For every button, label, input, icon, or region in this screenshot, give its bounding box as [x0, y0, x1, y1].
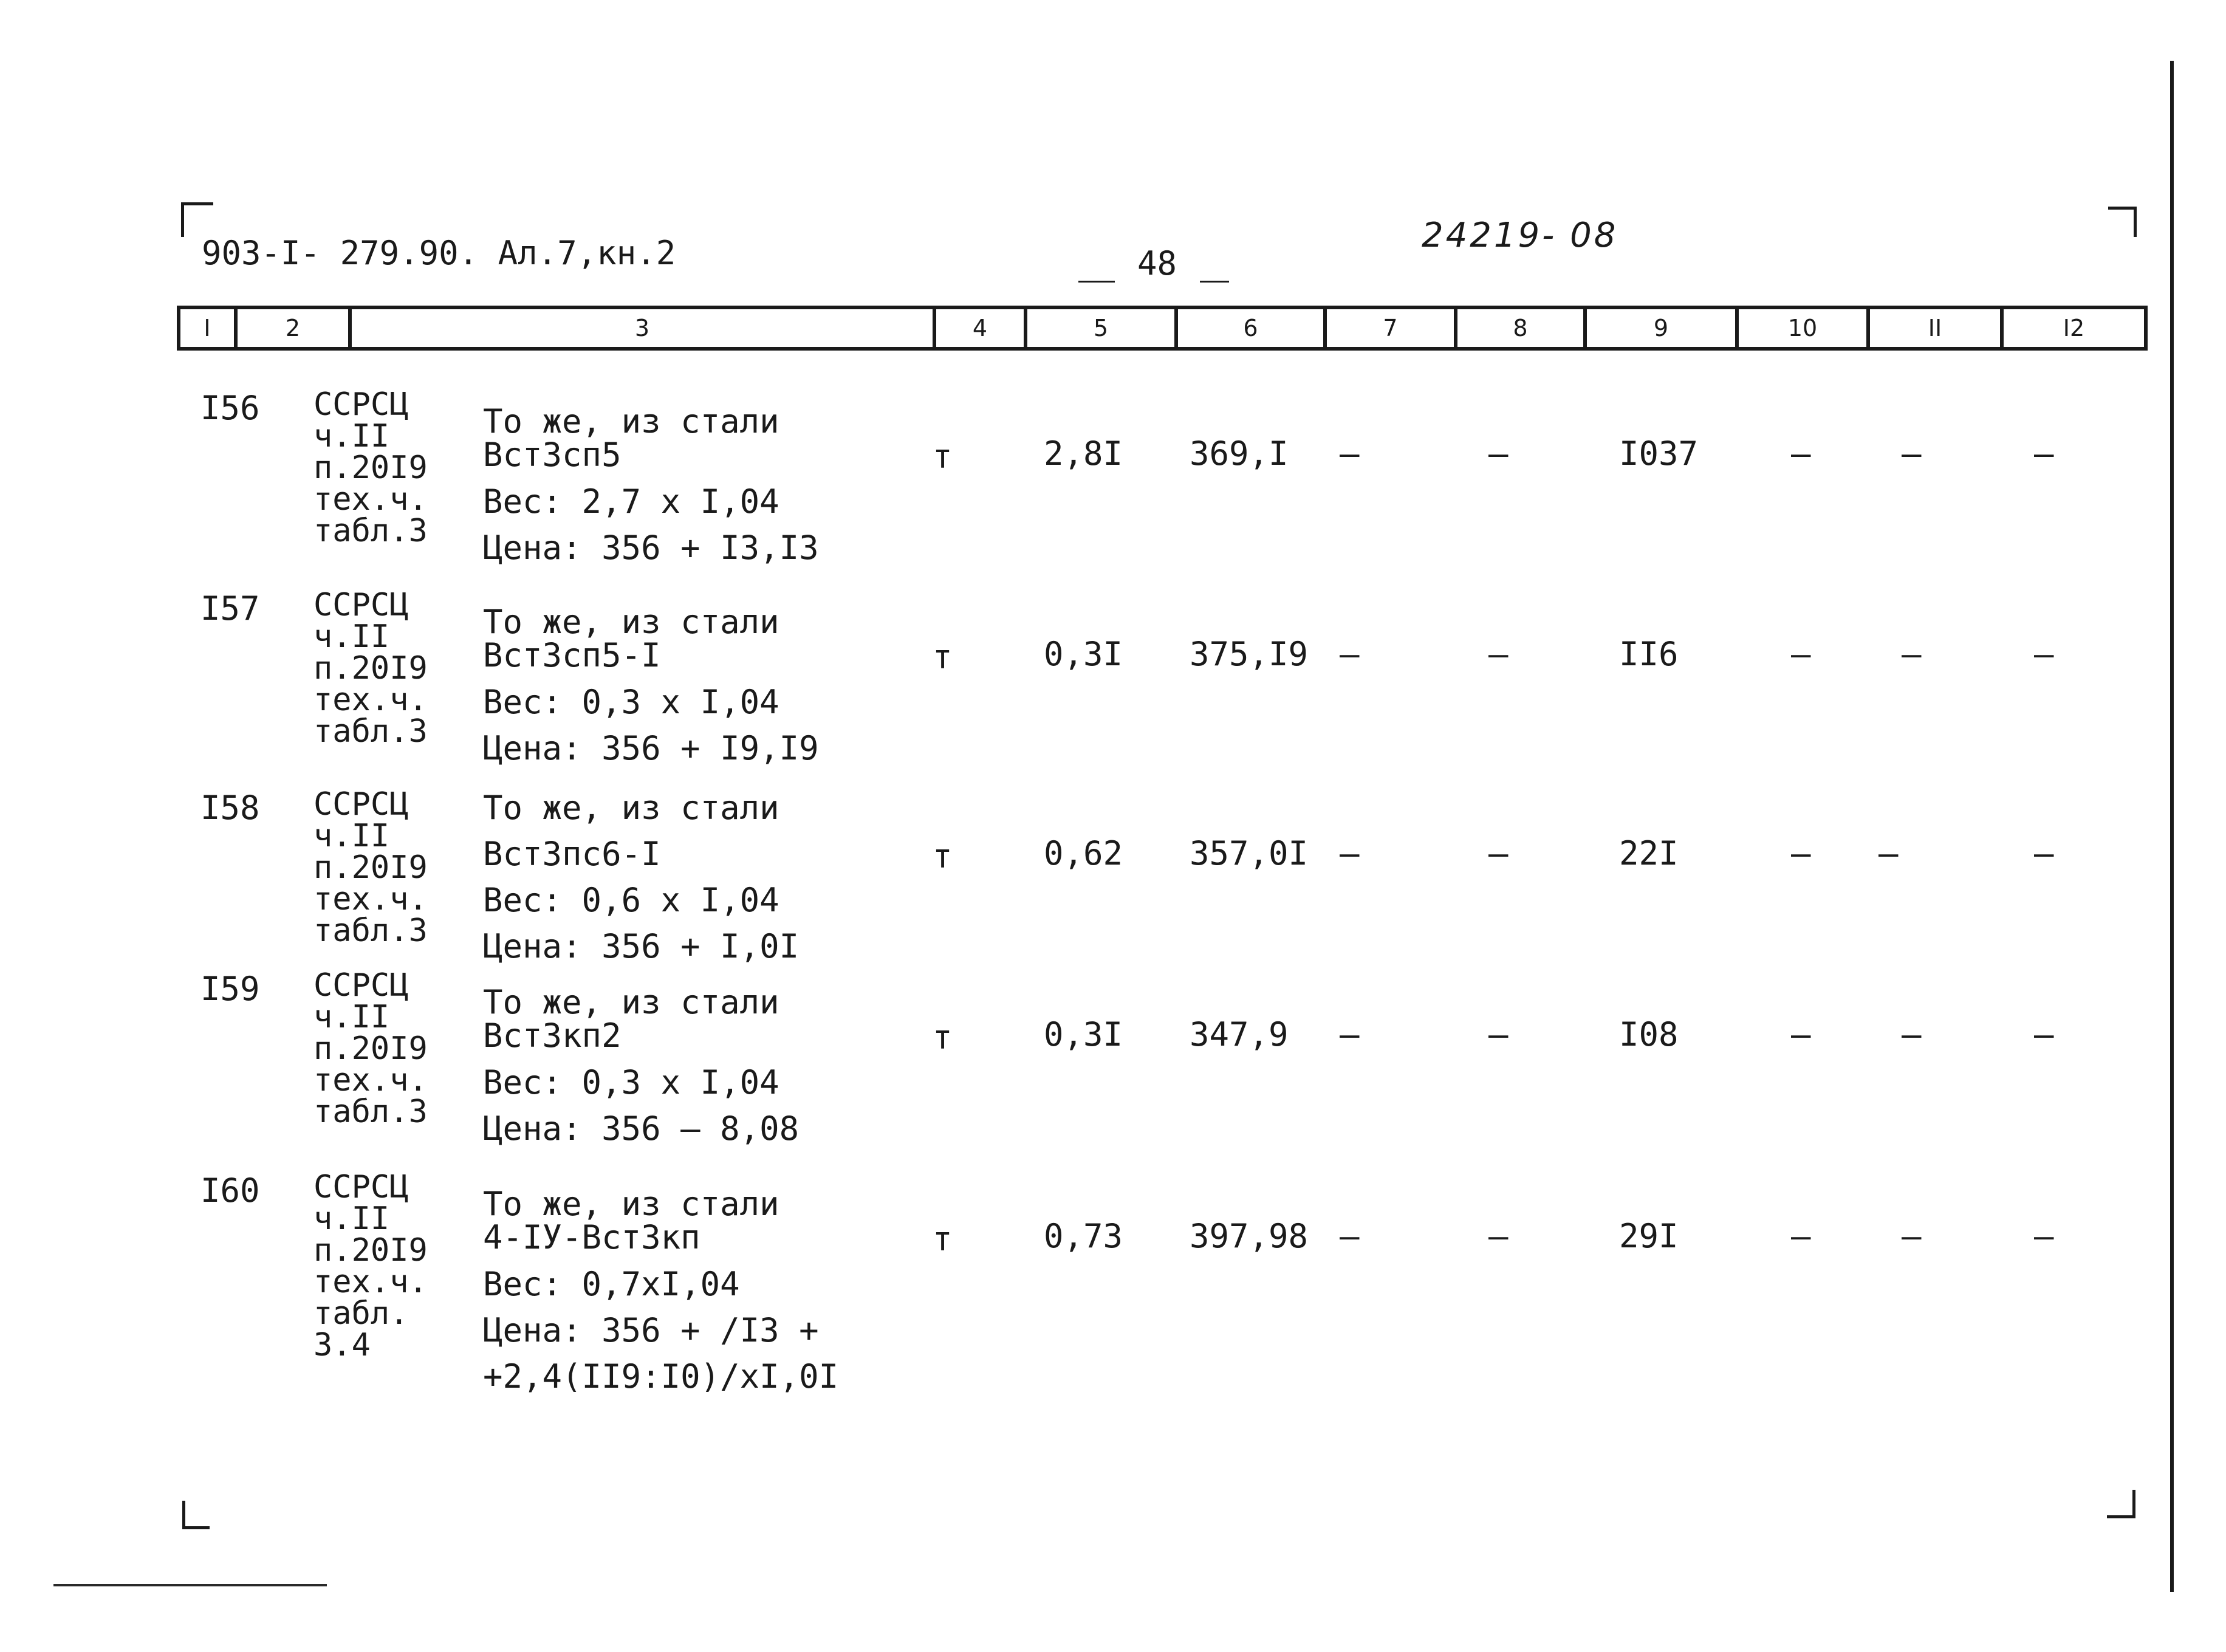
page-number-dash-right [1200, 281, 1229, 283]
col12-cell: – [2034, 1217, 2054, 1255]
row-number: I56 [200, 389, 260, 427]
col8-cell: – [1488, 434, 1509, 473]
scan-line [53, 1584, 327, 1586]
unit-cell: т [933, 837, 953, 876]
col8-cell: – [1488, 1015, 1509, 1054]
source-line: ч.II [313, 818, 390, 854]
row-number: I60 [200, 1171, 260, 1210]
description-line: Цена: 356 + /I3 + [483, 1311, 819, 1349]
description-line: Цена: 356 + I9,I9 [483, 729, 819, 767]
column-header: 3 [350, 307, 934, 349]
col10-cell: – [1791, 434, 1811, 473]
description-line: То же, из стали [483, 1185, 779, 1223]
source-line: п.20I9 [313, 1030, 428, 1067]
col11-cell: – [1902, 1217, 1922, 1255]
description-line: То же, из стали [483, 603, 779, 641]
col7-cell: – [1340, 834, 1360, 872]
source-line: тех.ч. [313, 682, 428, 718]
source-reference [313, 386, 428, 549]
source-line: ч.II [313, 1201, 390, 1237]
col8-cell: – [1488, 635, 1509, 673]
col8-cell: – [1488, 834, 1509, 872]
col9-cell: 29I [1619, 1217, 1679, 1255]
source-reference [313, 1171, 428, 1361]
col10-cell: – [1791, 1217, 1811, 1255]
col9-cell: I037 [1619, 434, 1699, 473]
description-line: Цена: 356 + I,0I [483, 927, 800, 965]
item-description [483, 789, 799, 973]
corner-mark-top-right [2108, 207, 2137, 237]
source-line: тех.ч. [313, 1264, 428, 1300]
handwritten-code: 24219- 08 [1422, 216, 1618, 255]
corner-mark-bottom-left [182, 1501, 210, 1529]
description-line: То же, из стали [483, 789, 779, 827]
col11-cell: – [1878, 834, 1899, 872]
source-line: ч.II [313, 418, 390, 454]
description-line: Вес: 2,7 х I,04 [483, 482, 779, 521]
description-line: То же, из стали [483, 402, 779, 440]
table-row [0, 967, 2187, 1164]
source-line: п.20I9 [313, 450, 428, 486]
quantity-cell: 0,3I [1044, 1015, 1123, 1054]
column-header: 8 [1456, 307, 1585, 349]
source-line: п.20I9 [313, 1232, 428, 1269]
column-header: II [1868, 307, 2002, 349]
corner-mark-bottom-right [2107, 1490, 2135, 1518]
source-line: тех.ч. [313, 481, 428, 518]
table-row [0, 1171, 2187, 1427]
column-header-table [177, 306, 2148, 351]
source-line: ССРСЦ [313, 587, 409, 623]
source-line: тех.ч. [313, 881, 428, 917]
description-line: Вес: 0,3 х I,04 [483, 1063, 779, 1102]
unit-cell: т [933, 437, 953, 476]
item-description [483, 983, 799, 1156]
quantity-cell: 0,62 [1044, 834, 1123, 872]
col7-cell: – [1340, 434, 1360, 473]
column-header: 10 [1737, 307, 1868, 349]
column-header: 9 [1585, 307, 1737, 349]
description-line: 4-IУ-ВстЗкп [483, 1218, 700, 1256]
description-line: Вес: 0,3 х I,04 [483, 683, 779, 721]
source-line: табл.3 [313, 913, 428, 949]
col12-cell: – [2034, 1015, 2054, 1054]
table-row [0, 786, 2187, 983]
description-line: Вес: 0,7хI,04 [483, 1265, 740, 1303]
page-number-dash-left [1078, 281, 1115, 283]
source-line: тех.ч. [313, 1062, 428, 1098]
source-line: п.20I9 [313, 650, 428, 687]
col11-cell: – [1902, 1015, 1922, 1054]
description-line: ВстЗсп5-I [483, 636, 661, 674]
column-header: I2 [2002, 307, 2146, 349]
description-line: ВстЗсп5 [483, 436, 622, 474]
source-line: п.20I9 [313, 849, 428, 886]
source-line: табл.3 [313, 513, 428, 549]
description-line: То же, из стали [483, 983, 779, 1021]
source-line: ССРСЦ [313, 1169, 409, 1205]
source-reference [313, 587, 428, 750]
quantity-cell: 2,8I [1044, 434, 1123, 473]
source-line: табл.3 [313, 713, 428, 750]
column-header: 4 [934, 307, 1026, 349]
corner-mark-top-left [181, 202, 213, 237]
item-description [483, 402, 819, 575]
description-line: ВстЗкп2 [483, 1016, 622, 1055]
col10-cell: – [1791, 1015, 1811, 1054]
source-line: табл.3 [313, 1094, 428, 1130]
col11-cell: – [1902, 434, 1922, 473]
col9-cell: I08 [1619, 1015, 1679, 1054]
page-number: 48 [1137, 244, 1177, 283]
col9-cell: II6 [1619, 635, 1679, 673]
col12-cell: – [2034, 834, 2054, 872]
column-header: 2 [236, 307, 350, 349]
document-code: 903-I- 279.90. Ал.7,кн.2 [202, 234, 676, 272]
source-line: ССРСЦ [313, 386, 409, 423]
price-cell: 397,98 [1190, 1217, 1309, 1255]
table-row [0, 589, 2187, 784]
source-line: табл. [313, 1295, 409, 1332]
description-line: Цена: 356 + I3,I3 [483, 529, 819, 567]
column-header: I [179, 307, 236, 349]
column-header: 7 [1325, 307, 1456, 349]
column-header: 5 [1026, 307, 1176, 349]
col12-cell: – [2034, 635, 2054, 673]
unit-cell: т [933, 1018, 953, 1057]
item-description [483, 1185, 838, 1404]
col12-cell: – [2034, 434, 2054, 473]
source-line: ССРСЦ [313, 967, 409, 1004]
description-line: +2,4(II9:I0)/хI,0I [483, 1357, 839, 1396]
quantity-cell: 0,3I [1044, 635, 1123, 673]
col8-cell: – [1488, 1217, 1509, 1255]
col7-cell: – [1340, 635, 1360, 673]
col9-cell: 22I [1619, 834, 1679, 872]
column-header: 6 [1176, 307, 1325, 349]
price-cell: 347,9 [1190, 1015, 1289, 1054]
source-line: ч.II [313, 619, 390, 655]
source-line: ч.II [313, 999, 390, 1035]
table-row [0, 386, 2187, 583]
row-number: I57 [200, 589, 260, 628]
col7-cell: – [1340, 1217, 1360, 1255]
col7-cell: – [1340, 1015, 1360, 1054]
col10-cell: – [1791, 635, 1811, 673]
source-line: ССРСЦ [313, 786, 409, 823]
description-line: Вес: 0,6 х I,04 [483, 881, 779, 919]
quantity-cell: 0,73 [1044, 1217, 1123, 1255]
description-line: ВстЗпс6-I [483, 835, 661, 873]
source-reference [313, 967, 428, 1130]
price-cell: 369,I [1190, 434, 1289, 473]
source-line: 3.4 [313, 1327, 371, 1363]
row-number: I59 [200, 970, 260, 1008]
unit-cell: т [933, 1220, 953, 1258]
description-line: Цена: 356 – 8,08 [483, 1109, 800, 1148]
col11-cell: – [1902, 635, 1922, 673]
source-reference [313, 786, 428, 949]
col10-cell: – [1791, 834, 1811, 872]
unit-cell: т [933, 638, 953, 676]
price-cell: 357,0I [1190, 834, 1309, 872]
price-cell: 375,I9 [1190, 635, 1309, 673]
row-number: I58 [200, 789, 260, 827]
item-description [483, 603, 819, 775]
